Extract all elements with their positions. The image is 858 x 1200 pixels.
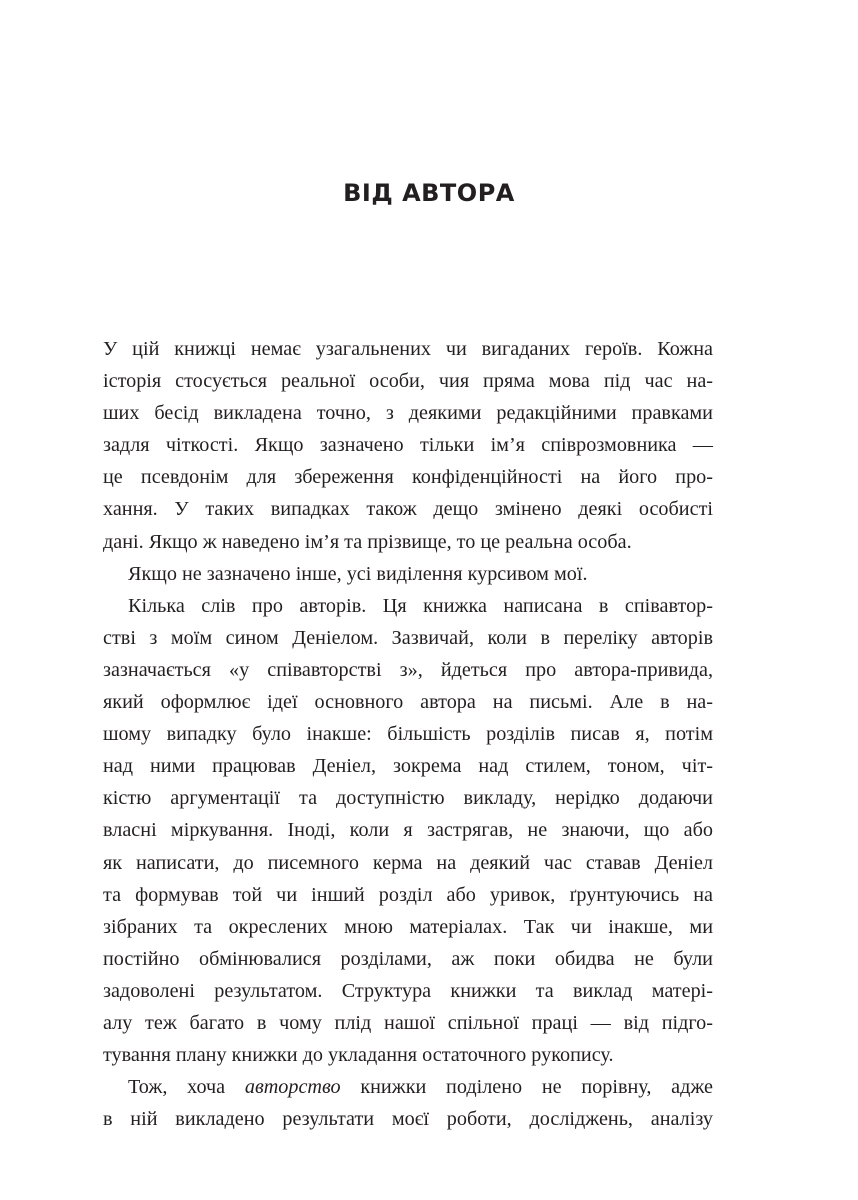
text-line: як написати, до писемного керма на деякий час ставав Деніел [103,851,713,874]
paragraph-2 [103,558,713,590]
text-line: Якщо не зазначено інше, усі виділення курсивом мої. [128,562,588,585]
text-line: це псевдонім для збереження конфіденційності на його про- [103,466,713,489]
italic-term: авторство [244,1076,341,1099]
text-line: зібраних та окреслених мною матеріалах. Так чи інакше, ми [103,915,713,938]
text-line: задоволені результатом. Структура книжки та виклад матері- [103,979,713,1002]
text-line: над ними працював Деніел, зокрема над стилем, тоном, чіт- [103,755,713,778]
text-line: зазначається «у співавторстві з», йдеться про автора-привида, [103,658,713,681]
paragraph-1 [103,333,713,558]
text-line: в ній викладено результати моєї роботи, досліджень, аналізу [103,1108,713,1131]
text-line: шому випадку було інакше: більшість розділів писав я, потім [103,723,713,746]
text-line: дані. Якщо ж наведено ім’я та прізвище, то це реальна особа. [103,530,632,553]
text-line: історія стосується реальної особи, чия пряма мова під час на- [103,370,713,393]
text-segment: Тож, хоча [128,1076,245,1099]
text-line: та формував той чи інший розділ або уривок, ґрунтуючись на [103,883,713,906]
chapter-title: ВІД АВТОРА [343,179,515,207]
paragraph-4 [103,1071,713,1135]
text-line: хання. У таких випадках також дещо змінено деякі особисті [103,498,713,521]
text-line: який оформлює ідеї основного автора на письмі. Але в на- [103,691,713,714]
text-line: кістю аргументації та доступністю викладу, нерідко додаючи [103,787,713,810]
text-line: Кілька слів про авторів. Ця книжка написана в співавтор- [128,594,713,617]
body-text [103,333,713,1135]
text-line: тування плану книжки до укладання остаточного рукопису. [103,1044,614,1067]
text-line: У цій книжці немає узагальнених чи вигаданих героїв. Кожна [103,338,713,360]
text-line-with-italic [103,1071,713,1103]
text-line: задля чіткості. Якщо зазначено тільки ім’я співрозмовника — [103,434,713,457]
text-line: стві з моїм сином Деніелом. Зазвичай, коли в переліку авторів [103,626,713,649]
text-segment: книжки поділено не порівну, адже [340,1076,713,1099]
text-line: постійно обмінювалися розділами, аж поки обидва не були [103,947,713,970]
text-line: алу теж багато в чому плід нашої спільної праці — від підго- [103,1011,713,1034]
text-line: ших бесід викладена точно, з деякими редакційними правками [103,402,713,425]
text-line: власні міркування. Іноді, коли я застрягав, не знаючи, що або [103,819,713,842]
paragraph-3 [103,590,713,1071]
